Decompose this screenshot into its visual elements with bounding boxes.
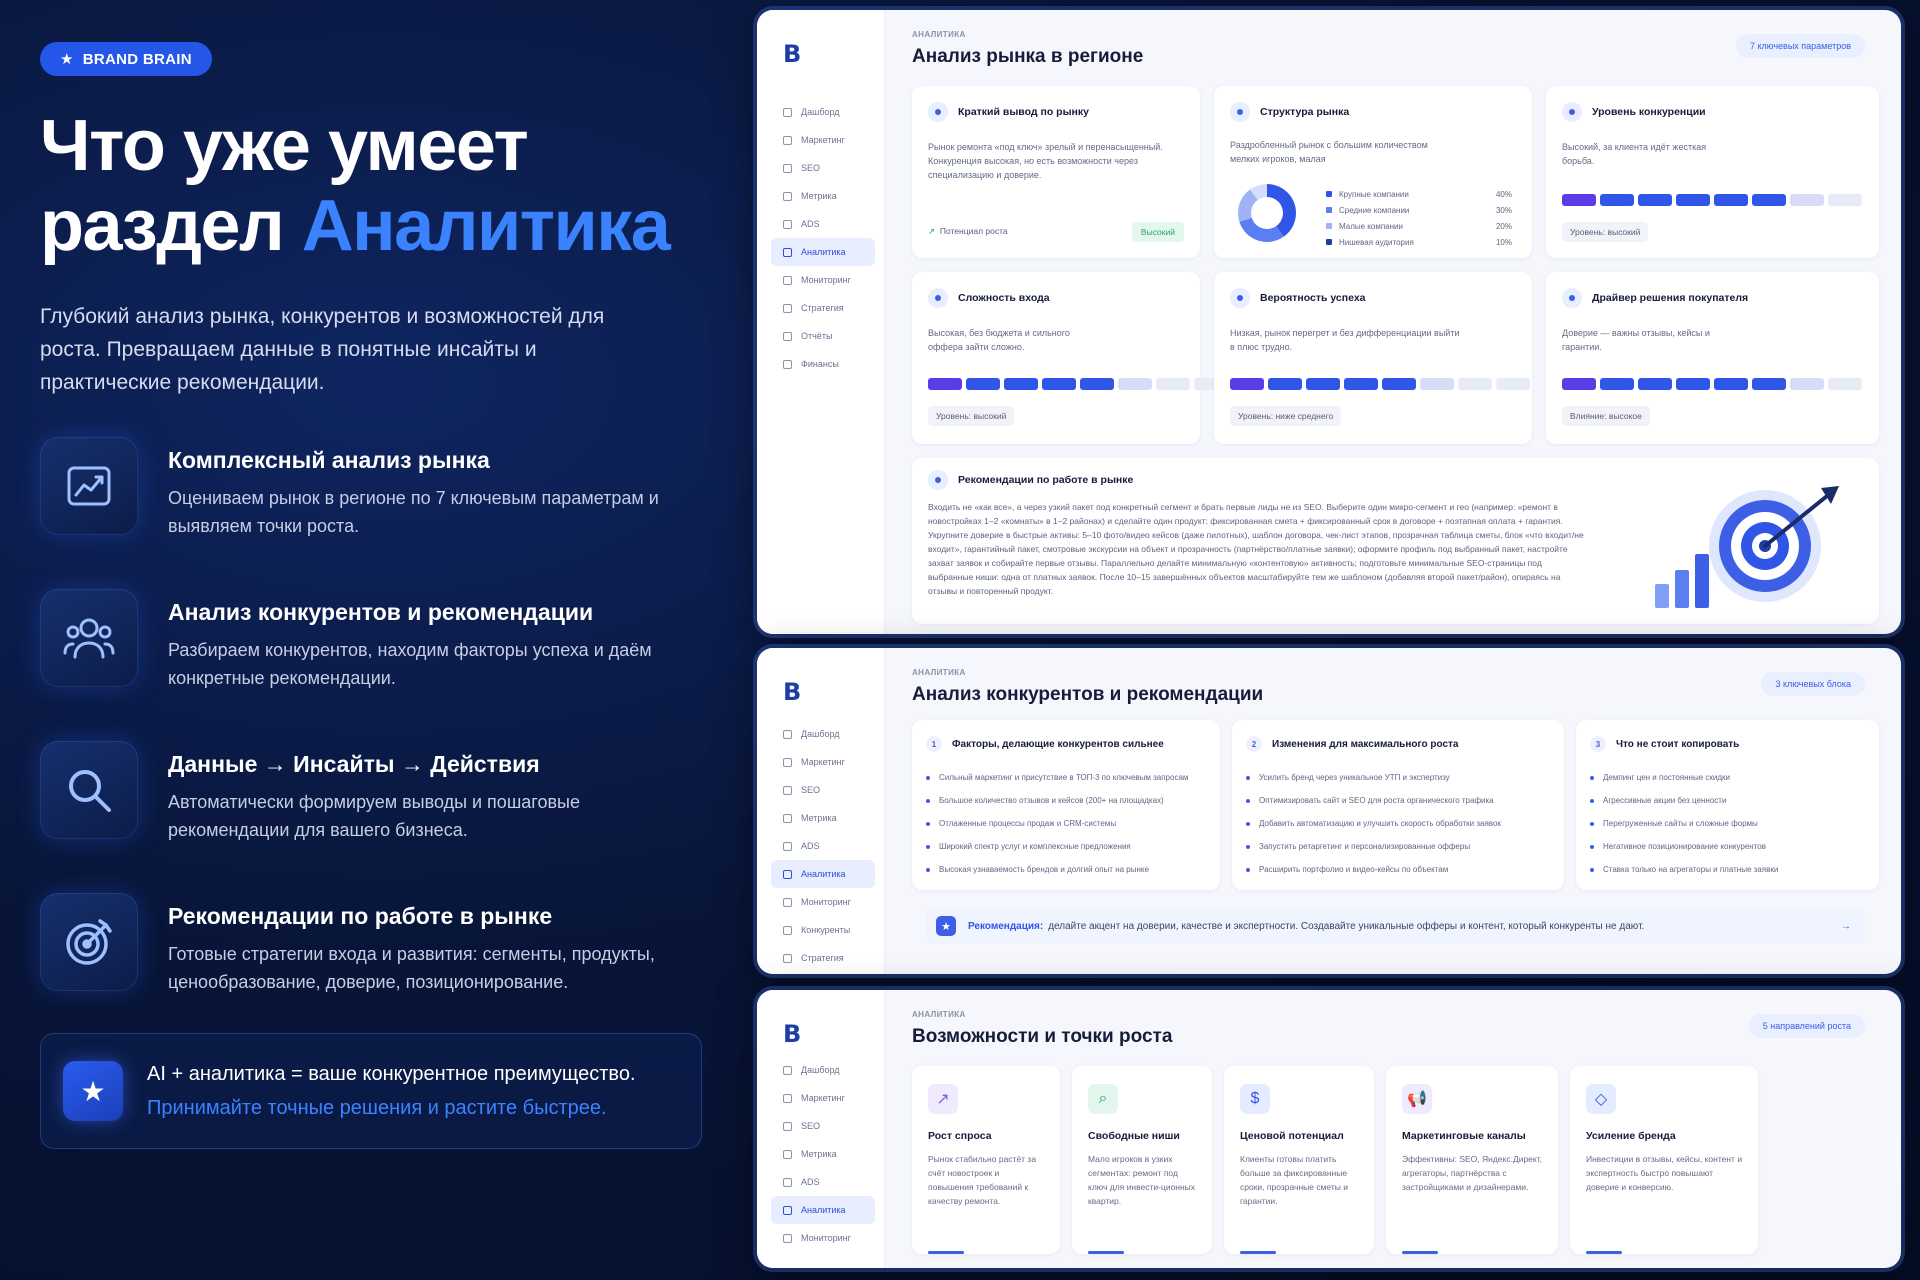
- section-kicker: АНАЛИТИКА: [912, 668, 966, 677]
- structure-card: [1214, 86, 1532, 258]
- app-logo[interactable]: B: [783, 678, 802, 706]
- card-text: Высокий, за клиента идёт жесткая борьба.: [1562, 142, 1707, 166]
- card-title: Что не стоит копировать: [1616, 738, 1740, 750]
- dashboard-icon: [783, 730, 792, 739]
- sidebar-item-monitoring[interactable]: Мониторинг: [771, 888, 875, 916]
- search-icon: [40, 741, 138, 839]
- list-item: Усилить бренд через уникальное УТП и экспертизу: [1246, 766, 1501, 789]
- list-item: Добавить автоматизацию и улучшить скорость обработки заявок: [1246, 812, 1501, 835]
- feature-desc: Оцениваем рынок в регионе по 7 ключевым параметрам и выявляем точки роста.: [168, 488, 659, 536]
- sidebar-item-finance[interactable]: Финансы: [771, 350, 875, 378]
- step-number: 3: [1590, 736, 1606, 752]
- cta-box: [40, 1033, 702, 1149]
- search-icon: [783, 164, 792, 173]
- level-segment: [1752, 194, 1786, 206]
- level-segment: [1080, 378, 1114, 390]
- monitor-icon: [783, 1234, 792, 1243]
- cta-line1: AI + аналитика = ваше конкурентное преимущество.: [147, 1063, 636, 1085]
- accent-line: [928, 1251, 964, 1254]
- sidebar-item-metrics[interactable]: Метрика: [771, 182, 875, 210]
- level-segment: [1118, 378, 1152, 390]
- sidebar-item-competitors[interactable]: Конкуренты: [771, 916, 875, 944]
- opportunity-card: [1386, 1066, 1558, 1254]
- analytics-icon: [783, 870, 792, 879]
- card-title: Усиление бренда: [1586, 1130, 1676, 1142]
- card-text: Доверие — важны отзывы, кейсы и гарантии.: [1562, 328, 1710, 352]
- level-segment: [1714, 378, 1748, 390]
- target-icon: [40, 893, 138, 991]
- feature-title: Рекомендации по работе в рынке: [168, 903, 553, 929]
- card-text: Рынок стабильно растёт за счёт новостроек и повышения требований к качеству ремонта.: [928, 1154, 1037, 1206]
- level-segment: [1562, 194, 1596, 206]
- card-title: Краткий вывод по рынку: [958, 106, 1089, 118]
- dot-icon: [928, 102, 948, 122]
- sidebar: [757, 10, 885, 634]
- sidebar-nav: [771, 98, 875, 378]
- megaphone-icon: [783, 1094, 792, 1103]
- level-segment: [1638, 194, 1672, 206]
- feature-desc: Готовые стратегии входа и развития: сегменты, продукты, ценообразование, доверие, позиционирование.: [168, 944, 655, 992]
- driver-level-bar: [1562, 378, 1862, 390]
- do-not-copy-card: [1576, 720, 1879, 890]
- card-title: Вероятность успеха: [1260, 292, 1366, 304]
- diamond-icon: ◇: [1586, 1084, 1616, 1114]
- level-segment: [1562, 378, 1596, 390]
- list-item: Запустить ретаргетинг и персонализированные офферы: [1246, 835, 1501, 858]
- level-segment: [1828, 194, 1862, 206]
- legend-item: Малые компании 20%: [1326, 218, 1512, 234]
- success-card: [1214, 272, 1532, 444]
- entry-level-bar: [928, 378, 1228, 390]
- metrics-icon: [783, 814, 792, 823]
- feature-title: Анализ конкурентов и рекомендации: [168, 599, 594, 625]
- sidebar-item-ads[interactable]: ADS: [771, 1168, 875, 1196]
- bullet-list: [1590, 766, 1778, 881]
- card-text: Раздробленный рынок с большим количеством мелких игроков, малая: [1230, 140, 1428, 164]
- legend-item: Крупные компании 40%: [1326, 186, 1512, 202]
- step-number: 2: [1246, 736, 1262, 752]
- level-tag: Влияние: высокое: [1562, 406, 1650, 426]
- level-segment: [1268, 378, 1302, 390]
- competitor-strengths-card: [912, 720, 1220, 890]
- level-segment: [1156, 378, 1190, 390]
- list-item: Сильный маркетинг и присутствие в ТОП-3 по ключевым запросам: [926, 766, 1188, 789]
- app-logo[interactable]: B: [783, 40, 802, 68]
- target-arrow-illustration: [1635, 474, 1845, 614]
- opportunities-panel: [757, 990, 1901, 1268]
- dashboard-icon: [783, 1066, 792, 1075]
- level-segment: [1004, 378, 1038, 390]
- trend-icon: ↗: [928, 1084, 958, 1114]
- bullet-list: [926, 766, 1188, 881]
- level-segment: [1676, 378, 1710, 390]
- level-segment: [1752, 378, 1786, 390]
- opportunity-card: [1224, 1066, 1374, 1254]
- growth-label: ↗ Потенциал роста: [928, 226, 1008, 236]
- card-title: Факторы, делающие конкурентов сильнее: [952, 738, 1164, 750]
- sidebar: [757, 990, 885, 1268]
- list-item: Отлаженные процессы продаж и CRM-системы: [926, 812, 1188, 835]
- sidebar: [757, 648, 885, 974]
- feature-item: [40, 437, 740, 589]
- star-icon: ★: [936, 916, 956, 936]
- card-title: Структура рынка: [1260, 106, 1350, 118]
- metrics-icon: [783, 1150, 792, 1159]
- step-number: 1: [926, 736, 942, 752]
- list-item: Большое количество отзывов и кейсов (200+ на площадках): [926, 789, 1188, 812]
- hero-title: [40, 106, 740, 266]
- recommendation-key: Рекомендация:: [968, 920, 1044, 932]
- opportunity-card: [912, 1066, 1060, 1254]
- lead-text: Глубокий анализ рынка, конкурентов и возможностей для роста. Превращаем данные в понятные инсайты и практические рекомендации.: [40, 305, 605, 394]
- feature-desc: Разбираем конкурентов, находим факторы успеха и даём конкретные рекомендации.: [168, 640, 652, 688]
- level-segment: [1496, 378, 1530, 390]
- list-item: Широкий спектр услуг и комплексные предложения: [926, 835, 1188, 858]
- card-text: Высокая, без бюджета и сильного оффера зайти сложно.: [928, 328, 1070, 352]
- monitor-icon: [783, 276, 792, 285]
- level-segment: [1638, 378, 1672, 390]
- accent-line: [1088, 1251, 1124, 1254]
- card-title: Маркетинговые каналы: [1402, 1130, 1526, 1142]
- dashboard-icon: [783, 108, 792, 117]
- level-tag: Уровень: высокий: [928, 406, 1014, 426]
- recommendations-text: Входить не «как все», а через узкий пакет под конкретный сегмент и брать первые лиды не из SEO. Выберите один микро-сегмент и гео (например: «ремонт в новостройках 1–2 «комнаты» в 1–2 районах) и сделайте один продукт: фиксированная смета + фиксированный срок в договоре + поэтапная оплата + гарантия. Укрупните доверие в быстрые активы: 5–10 фото/видео кейсов (даже пилотных), шаблон договора, чек-лист этапов, прозрачная таблица сметы, блок «что входит/не входит», гарантийный пакет, смотровые экскурсии на объект и прозрачность (партнёрство/платные заявки); оформите профиль под выбранный пакет, настройте захват заявок и собирайте первые отзывы. Параллельно делайте минимальную «контентовую» активность; подготовьте минимальные SEO-страницы под выбранные ниши: одна от платных заявок. После 10–15 завершённых объектов масштабируйте тем же шаблоном (добавляя второй пакет/район), опираясь на отзывы и повторенный продукт.: [928, 502, 1584, 596]
- directions-pill[interactable]: 5 направлений роста: [1749, 1014, 1865, 1038]
- analytics-icon: [783, 248, 792, 257]
- star-icon: ★: [60, 51, 74, 68]
- bullet-list: [1246, 766, 1501, 881]
- growth-changes-card: [1232, 720, 1564, 890]
- competitors-panel: [757, 648, 1901, 974]
- card-title: Драйвер решения покупателя: [1592, 292, 1749, 304]
- hero-line1: Что уже умеет: [40, 106, 528, 186]
- users-icon: [40, 589, 138, 687]
- level-segment: [1420, 378, 1454, 390]
- level-segment: [1676, 194, 1710, 206]
- level-tag: Уровень: ниже среднего: [1230, 406, 1341, 426]
- chart-icon: [40, 437, 138, 535]
- dot-icon: [1230, 288, 1250, 308]
- search-icon: [783, 1122, 792, 1131]
- dot-icon: [1562, 288, 1582, 308]
- search-icon: ⌕: [1088, 1084, 1118, 1114]
- strategy-icon: [783, 954, 792, 963]
- brand-badge-label: BRAND BRAIN: [82, 50, 192, 68]
- strategy-icon: [783, 304, 792, 313]
- reports-icon: [783, 332, 792, 341]
- sidebar-item-dashboard[interactable]: Дашборд: [771, 98, 875, 126]
- card-text: Рынок ремонта «под ключ» зрелый и перенасыщенный. Конкуренция высокая, но есть возможности через специализацию и доверие.: [928, 142, 1163, 180]
- page-title: Анализ конкурентов и рекомендации: [912, 684, 1264, 705]
- level-segment: [1828, 378, 1862, 390]
- params-pill[interactable]: 7 ключевых параметров: [1736, 34, 1865, 58]
- sidebar-item-analytics[interactable]: Аналитика: [771, 1196, 875, 1224]
- blocks-pill[interactable]: 3 ключевых блока: [1761, 672, 1865, 696]
- competition-card: [1546, 86, 1879, 258]
- recommendation-bar[interactable]: [926, 908, 1865, 944]
- market-analysis-panel: [757, 10, 1901, 634]
- cta-line2: Принимайте точные решения и растите быстрее.: [147, 1097, 607, 1119]
- feature-item: [40, 741, 740, 893]
- dot-icon: [928, 288, 948, 308]
- summary-card: [912, 86, 1200, 258]
- driver-card: [1546, 272, 1879, 444]
- level-segment: [1230, 378, 1264, 390]
- analytics-icon: [783, 1206, 792, 1215]
- level-segment: [966, 378, 1000, 390]
- megaphone-icon: [783, 758, 792, 767]
- feature-list: [40, 437, 740, 1045]
- sidebar-item-monitoring[interactable]: Мониторинг: [771, 1224, 875, 1252]
- card-title: Сложность входа: [958, 292, 1050, 304]
- page-title: Возможности и точки роста: [912, 1026, 1173, 1047]
- legend-item: Нишевая аудитория 10%: [1326, 234, 1512, 250]
- search-icon: [783, 786, 792, 795]
- recommendation-text: делайте акцент на доверии, качестве и экспертности. Создавайте уникальные офферы и контент, который конкуренты не дают.: [1048, 920, 1645, 932]
- sidebar-item-ads[interactable]: ADS: [771, 210, 875, 238]
- success-level-bar: [1230, 378, 1530, 390]
- sidebar-item-strategy[interactable]: Стратегия: [771, 944, 875, 972]
- sidebar-item-metrics[interactable]: Метрика: [771, 804, 875, 832]
- page-title: Анализ рынка в регионе: [912, 46, 1144, 67]
- legend-item: Средние компании 30%: [1326, 202, 1512, 218]
- opportunity-card: [1072, 1066, 1212, 1254]
- sidebar-item-seo[interactable]: SEO: [771, 776, 875, 804]
- dot-icon: [1562, 102, 1582, 122]
- level-tag: Уровень: высокий: [1562, 222, 1648, 242]
- card-text: Клиенты готовы платить больше за фиксированные сроки, прозрачные сметы и гарантии.: [1240, 1154, 1348, 1206]
- level-segment: [1600, 194, 1634, 206]
- dot-icon: [1230, 102, 1250, 122]
- feature-item: [40, 589, 740, 741]
- hero-line2: раздел: [40, 186, 302, 266]
- sidebar-item-marketing[interactable]: Маркетинг: [771, 126, 875, 154]
- market-donut: [1238, 184, 1296, 242]
- card-text: Мало игроков в узких сегментах: ремонт под ключ для инвести-ционных квартир.: [1088, 1154, 1196, 1206]
- level-segment: [1714, 194, 1748, 206]
- accent-line: [1402, 1251, 1438, 1254]
- level-segment: [1600, 378, 1634, 390]
- ads-icon: [783, 842, 792, 851]
- level-segment: [1790, 378, 1824, 390]
- list-item: Перегруженные сайты и сложные формы: [1590, 812, 1778, 835]
- list-item: Демпинг цен и постоянные скидки: [1590, 766, 1778, 789]
- sidebar-nav: [771, 720, 875, 972]
- sidebar-item-seo[interactable]: SEO: [771, 1112, 875, 1140]
- sidebar-item-marketing[interactable]: Маркетинг: [771, 1084, 875, 1112]
- sidebar-item-ads[interactable]: ADS: [771, 832, 875, 860]
- accent-line: [1240, 1251, 1276, 1254]
- sidebar-item-metrics[interactable]: Метрика: [771, 1140, 875, 1168]
- ads-icon: [783, 1178, 792, 1187]
- feature-title: Данные → Инсайты → Действия: [168, 751, 540, 777]
- card-title: Рост спроса: [928, 1130, 992, 1142]
- donut-legend: [1326, 186, 1512, 250]
- diamond-icon: [928, 470, 948, 490]
- sidebar-item-analytics[interactable]: Аналитика: [771, 238, 875, 266]
- sidebar-nav: [771, 1056, 875, 1252]
- level-segment: [1382, 378, 1416, 390]
- megaphone-icon: 📢: [1402, 1084, 1432, 1114]
- competitors-icon: [783, 926, 792, 935]
- card-title: Ценовой потенциал: [1240, 1130, 1344, 1142]
- list-item: Расширить портфолио и видео-кейсы по объектам: [1246, 858, 1501, 881]
- opportunity-card: [1570, 1066, 1758, 1254]
- sidebar-item-reports[interactable]: Отчёты: [771, 322, 875, 350]
- card-title: Изменения для максимального роста: [1272, 738, 1459, 750]
- feature-desc: Автоматически формируем выводы и пошаговые рекомендации для вашего бизнеса.: [168, 792, 580, 840]
- star-icon: ★: [63, 1061, 123, 1121]
- card-title: Уровень конкуренции: [1592, 106, 1706, 118]
- ads-icon: [783, 220, 792, 229]
- list-item: Оптимизировать сайт и SEO для роста органического трафика: [1246, 789, 1501, 812]
- card-text: Низкая, рынок перегрет и без дифференциации выйти в плюс трудно.: [1230, 328, 1460, 352]
- sidebar-item-strategy[interactable]: Стратегия: [771, 294, 875, 322]
- card-title: Рекомендации по работе в рынке: [958, 474, 1134, 486]
- growth-value: Высокий: [1132, 222, 1184, 242]
- sidebar-item-analytics[interactable]: Аналитика: [771, 860, 875, 888]
- feature-title: Комплексный анализ рынка: [168, 447, 490, 473]
- metrics-icon: [783, 192, 792, 201]
- leaf-icon: ↗: [928, 226, 936, 236]
- sidebar-item-seo[interactable]: SEO: [771, 154, 875, 182]
- list-item: Ставка только на агрегаторы и платные заявки: [1590, 858, 1778, 881]
- level-segment: [1458, 378, 1492, 390]
- finance-icon: [783, 360, 792, 369]
- list-item: Агрессивные акции без ценности: [1590, 789, 1778, 812]
- accent-line: [1586, 1251, 1622, 1254]
- hero-accent: Аналитика: [301, 186, 670, 266]
- list-item: Высокая узнаваемость брендов и долгий опыт на рынке: [926, 858, 1188, 881]
- sidebar-item-marketing[interactable]: Маркетинг: [771, 748, 875, 776]
- list-item: Негативное позиционирование конкурентов: [1590, 835, 1778, 858]
- promo-section: [40, 42, 740, 1045]
- level-segment: [928, 378, 962, 390]
- dollar-icon: $: [1240, 1084, 1270, 1114]
- level-segment: [1790, 194, 1824, 206]
- card-title: Свободные ниши: [1088, 1130, 1180, 1142]
- megaphone-icon: [783, 136, 792, 145]
- entry-card: [912, 272, 1200, 444]
- monitor-icon: [783, 898, 792, 907]
- market-recommendations-card: [912, 458, 1879, 624]
- app-logo[interactable]: B: [783, 1020, 802, 1048]
- recommendation-bar-wrap: [926, 908, 1865, 944]
- feature-item: [40, 893, 740, 1045]
- level-segment: [1306, 378, 1340, 390]
- competition-level-bar: [1562, 194, 1862, 206]
- sidebar-item-dashboard[interactable]: Дашборд: [771, 1056, 875, 1084]
- arrow-right-icon[interactable]: →: [1841, 920, 1851, 932]
- section-kicker: АНАЛИТИКА: [912, 1010, 966, 1019]
- level-segment: [1344, 378, 1378, 390]
- level-segment: [1042, 378, 1076, 390]
- brand-badge: [40, 42, 212, 76]
- sidebar-item-dashboard[interactable]: Дашборд: [771, 720, 875, 748]
- card-text: Инвестиции в отзывы, кейсы, контент и экспертность быстро повышают доверие и конверсию.: [1586, 1154, 1743, 1192]
- sidebar-item-monitoring[interactable]: Мониторинг: [771, 266, 875, 294]
- section-kicker: АНАЛИТИКА: [912, 30, 966, 39]
- card-text: Эффективны: SEO, Яндекс.Директ, агрегаторы, партнёрства с застройщиками и дизайнерами.: [1402, 1154, 1543, 1192]
